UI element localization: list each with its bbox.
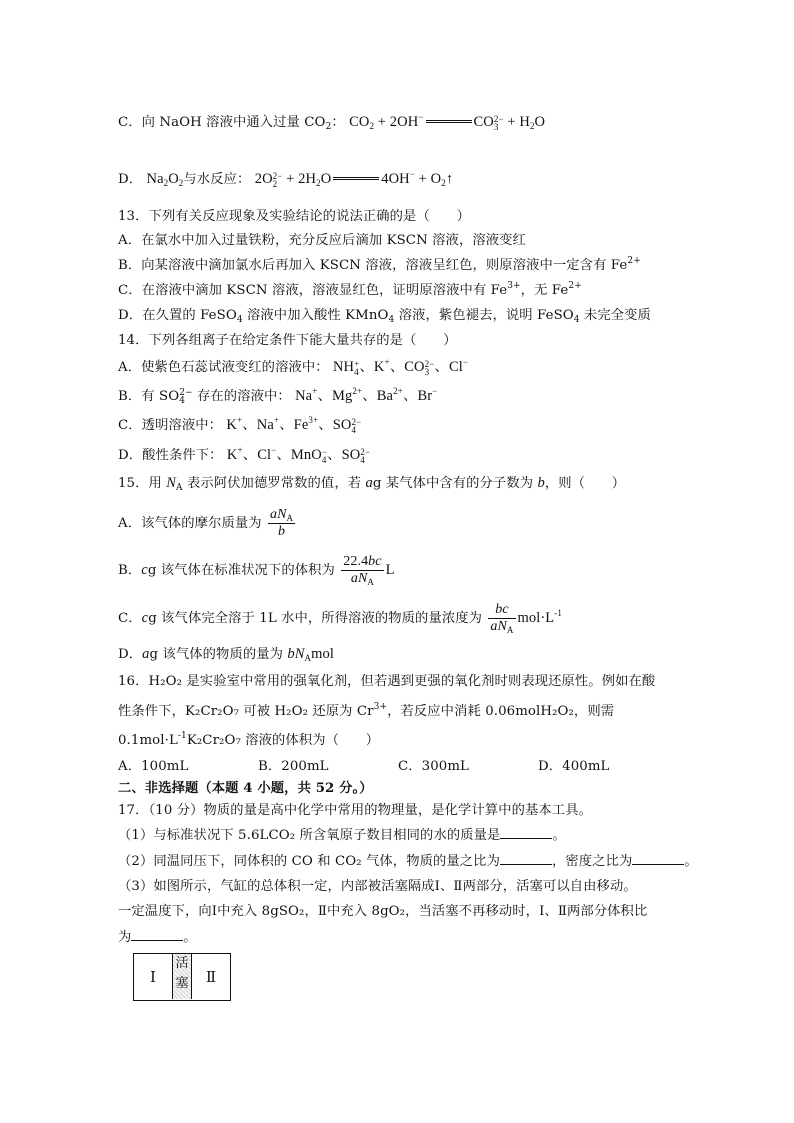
q15-option-c: C．cg 该气体完全溶于 1L 水中，所得溶液的物质的量浓度为 $\frac{bc}{aN_A}$ $mol\cdot L^{-1}$ bbox=[118, 602, 562, 635]
q16-line3: $0.1mol\cdot L^{-1}K_2Cr_2O_7$ 溶液的体积为（ ） bbox=[118, 731, 380, 748]
q14-c-text: C．透明溶液中： bbox=[118, 418, 223, 433]
answer-blank[interactable] bbox=[500, 826, 552, 839]
q15-option-d: D．ag 该气体的物质的量为 $bN_Amol$ bbox=[118, 646, 334, 663]
chamber-2-label: Ⅱ bbox=[205, 967, 217, 986]
q16-line2-part2: ，若反应中消耗 0.06molH₂O₂，则需 bbox=[387, 704, 615, 719]
q15-option-a bbox=[118, 507, 297, 540]
q12-option-d: D． $Na_2O_2$与水反应： 2O 2− 2 + $2H_2O$ $4OH^- + O_2↑$ bbox=[118, 169, 454, 189]
q16-line2: 性条件下，K₂Cr₂O₇ 可被 H₂O₂ 还原为 $Cr^{3+}$，若反应中消耗 0.06molH₂O₂，则需 bbox=[118, 702, 615, 719]
q17-part1-text: （1）与标准状况下 5.6LCO₂ 所含氧原子数目相同的水的质量是 bbox=[118, 828, 501, 843]
q14-d-text: D．酸性条件下： bbox=[118, 448, 223, 463]
q15-c-fraction: $\frac{bc}{aN_A}$ bbox=[490, 602, 514, 635]
q15-a-text: A．该气体的摩尔质量为 bbox=[118, 516, 262, 531]
q15-stem-part2: 表示阿伏加德罗常数的值，若 bbox=[182, 476, 366, 491]
q17-part1 bbox=[118, 826, 566, 845]
q16-option-d: D．400mL bbox=[538, 759, 610, 774]
q13-d-text4: 未完全变质 bbox=[579, 308, 651, 323]
q17-part3-line3-text: 为 bbox=[118, 930, 132, 945]
q13-d-text2: 溶液中加入酸性 KMnO bbox=[242, 308, 389, 323]
q17-part2 bbox=[118, 852, 698, 871]
q15-b-text: g 该气体在标准状况下的体积为 bbox=[147, 563, 335, 578]
q12-c-text: C．向 NaOH 溶液中通入过量 CO bbox=[118, 115, 326, 130]
q17-part3-line1: （3）如图所示，气缸的总体积一定，内部被活塞隔成Ⅰ、Ⅱ两部分，活塞可以自由移动。 bbox=[118, 879, 637, 894]
q17-part3-line3 bbox=[118, 928, 197, 947]
q13-option-c: C．在溶液中滴加 KSCN 溶液，溶液显红色，证明原溶液中有 $Fe^{3+}$，无 $Fe^{2+}$ bbox=[118, 281, 582, 298]
q16-option-a: A．100mL bbox=[118, 759, 189, 774]
q15-stem-part4: ，则（ ） bbox=[544, 476, 626, 491]
q12-option-c: C．向 NaOH 溶液中通入过量 $CO_2$： $CO_2 + 2OH^-$ CO 2− 3 + $H_2O$ bbox=[118, 112, 546, 132]
q17-part1-end: 。 bbox=[552, 828, 566, 843]
q16-option-b: B．200mL bbox=[258, 759, 329, 774]
answer-blank[interactable] bbox=[632, 852, 684, 865]
q13-option-a: A．在氯水中加入过量铁粉，充分反应后滴加 KSCN 溶液，溶液变红 bbox=[118, 233, 526, 248]
q17-part2-text2: ，密度之比为 bbox=[551, 854, 633, 869]
q14-option-b: B．有 SO 2− 4 存在的溶液中： Na+、$Mg^{2+}$、$Ba^{2+}$、Br− bbox=[118, 386, 438, 406]
q17-part3-line2: 一定温度下，向Ⅰ中充入 8gSO₂，Ⅱ中充入 8gO₂，当活塞不再移动时，Ⅰ、Ⅱ两部分体积比 bbox=[118, 904, 648, 919]
q17-part2-text1: （2）同温同压下，同体积的 CO 和 CO₂ 气体，物质的量之比为 bbox=[118, 854, 500, 869]
q15-a-fraction: $\frac{aN_A}{b}$ bbox=[270, 507, 294, 539]
q15-d-text: g 该气体的物质的量为 bbox=[149, 647, 288, 662]
q14-option-d: D．酸性条件下： K+、Cl−、MnO − 4 、SO 2− 4 bbox=[118, 445, 371, 465]
q15-option-b: B．cg 该气体在标准状况下的体积为 $\frac{22.4bc}{aN_A}$ L bbox=[118, 554, 395, 587]
q14-option-c: C．透明溶液中： K+、Na+、$Fe^{3+}$、SO 2− 4 bbox=[118, 415, 362, 435]
q13-option-d: D．在久置的 FeSO$_4$ 溶液中加入酸性 KMnO$_4$ 溶液，紫色褪去，说明 FeSO$_4$ 未完全变质 bbox=[118, 308, 651, 325]
q16-line3-part2: K₂Cr₂O₇ 溶液的体积为（ ） bbox=[186, 733, 380, 748]
q16-line2-part1: 性条件下，K₂Cr₂O₇ 可被 H₂O₂ 还原为 Cr bbox=[118, 704, 374, 719]
q13-b-text: B．向某溶液中滴加氯水后再加入 KSCN 溶液，溶液呈红色，则原溶液中一定含有 Fe bbox=[118, 258, 628, 273]
q15-c-prefix: C． bbox=[118, 611, 142, 626]
q15-stem-part1: 15．用 bbox=[118, 476, 167, 491]
piston: 活塞 bbox=[172, 954, 192, 999]
q14-b-text2: 存在的溶液中： bbox=[192, 389, 291, 404]
q16-options bbox=[118, 758, 678, 776]
q16-line1: 16．H₂O₂ 是实验室中常用的强氧化剂，但若遇到更强的氧化剂时则表现还原性。例如在酸 bbox=[118, 674, 656, 689]
q13-stem: 13．下列有关反应现象及实验结论的说法正确的是（ ） bbox=[118, 209, 471, 224]
answer-blank[interactable] bbox=[131, 928, 183, 941]
q17-part3-line3-end: 。 bbox=[183, 930, 197, 945]
q12-d-prefix: D． bbox=[118, 172, 143, 187]
q12-c-colon: ： bbox=[331, 115, 345, 130]
q16-line3-part1: 0.1mol·L bbox=[118, 733, 178, 748]
q17-stem: 17．（10 分）物质的量是高中化学中常用的物理量，是化学计算中的基本工具。 bbox=[118, 803, 593, 818]
chamber-1-label: Ⅰ bbox=[150, 967, 156, 986]
q15-b-prefix: B． bbox=[118, 563, 142, 578]
q13-d-text3: 溶液，紫色褪去，说明 FeSO bbox=[394, 308, 574, 323]
q15-c-text: g 该气体完全溶于 1L 水中，所得溶液的物质的量浓度为 bbox=[148, 611, 483, 626]
q13-c-text2: ，无 Fe bbox=[520, 283, 569, 298]
q13-option-b: B．向某溶液中滴加氯水后再加入 KSCN 溶液，溶液呈红色，则原溶液中一定含有 $Fe^{2+}$ bbox=[118, 256, 641, 273]
q15-stem: 15．用 $N_A$ 表示阿伏加德罗常数的值，若 ag 某气体中含有的分子数为 b，则（ ） bbox=[118, 475, 626, 493]
q17-part2-end: 。 bbox=[684, 854, 698, 869]
q14-option-a: A．使紫色石蕊试液变红的溶液中： NH + 4 、K+、CO 2− 3 、Cl− bbox=[118, 357, 469, 377]
answer-blank[interactable] bbox=[500, 852, 552, 865]
q15-b-fraction: $\frac{22.4bc}{aN_A}$ bbox=[343, 554, 382, 587]
q14-stem: 14．下列各组离子在给定条件下能大量共存的是（ ） bbox=[118, 333, 457, 348]
cylinder-diagram bbox=[133, 953, 231, 1001]
q13-c-text1: C．在溶液中滴加 KSCN 溶液，溶液显红色，证明原溶液中有 Fe bbox=[118, 283, 508, 298]
section-title: 二、非选择题（本题 4 小题，共 52 分。） bbox=[118, 781, 373, 796]
q15-d-prefix: D． bbox=[118, 647, 143, 662]
q14-b-text1: B．有 SO bbox=[118, 389, 180, 404]
q13-d-text1: D．在久置的 FeSO bbox=[118, 308, 237, 323]
q14-a-text: A．使紫色石蕊试液变红的溶液中： bbox=[118, 360, 329, 375]
q15-stem-part3: g 某气体中含有的分子数为 bbox=[372, 476, 538, 491]
q16-option-c: C．300mL bbox=[398, 759, 469, 774]
q12-d-text: 与水反应： bbox=[183, 172, 251, 187]
